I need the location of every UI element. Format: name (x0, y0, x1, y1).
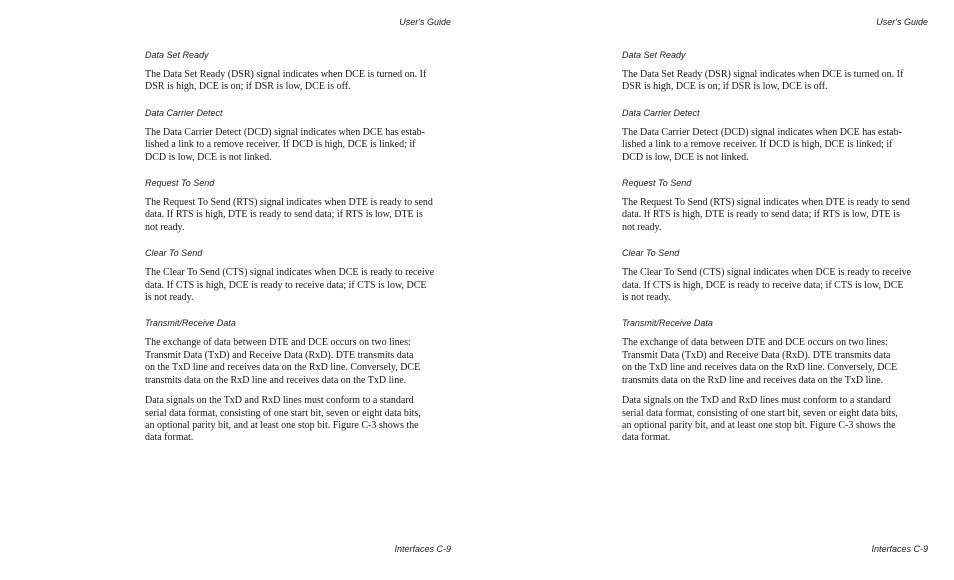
text-line: The Clear To Send (CTS) signal indicates when DCE is ready to receive (622, 267, 912, 279)
text-line: is not ready. (622, 292, 671, 304)
section-heading-dsr: Data Set Ready (145, 50, 209, 60)
section-heading-rts: Request To Send (145, 178, 215, 189)
text-line: The Data Set Ready (DSR) signal indicates when DCE is turned on. If (622, 69, 904, 80)
paragraph-txrx-1 (622, 337, 932, 387)
page-content (145, 50, 455, 459)
text-line: serial data format, consisting of one start bit, seven or eight data bits, (145, 407, 421, 419)
text-line: not ready. (622, 221, 662, 233)
text-line: The Data Carrier Detect (DCD) signal indicates when DCE has estab- (622, 126, 902, 138)
text-line: transmits data on the RxD line and receives data on the TxD line. (622, 374, 884, 386)
text-line: The Data Set Ready (DSR) signal indicates when DCE is turned on. If (145, 69, 427, 80)
paragraph-dsr (145, 69, 455, 94)
page-right (477, 0, 954, 580)
text-line: on the TxD line and receives data on the RxD line. Conversely, DCE (622, 362, 898, 374)
section-heading-rts: Request To Send (622, 178, 692, 189)
section-heading-cts: Clear To Send (622, 248, 680, 259)
text-line: data. If RTS is high, DTE is ready to send data; if RTS is low, DTE is (145, 209, 423, 221)
text-line: The Clear To Send (CTS) signal indicates when DCE is ready to receive (145, 267, 435, 279)
text-line: Data signals on the TxD and RxD lines must conform to a standard (622, 395, 891, 407)
running-header: User's Guide (876, 17, 928, 27)
paragraph-txrx-1 (145, 337, 455, 387)
paragraph-dsr (622, 69, 932, 94)
section-heading-txrx: Transmit/Receive Data (145, 318, 236, 329)
paragraph-rts (145, 197, 455, 234)
text-line: lished a link to a remove receiver. If DCD is high, DCE is linked; if (145, 139, 416, 151)
text-line: data format. (145, 432, 194, 444)
text-line: an optional parity bit, and at least one stop bit. Figure C-3 shows the (622, 419, 896, 431)
text-line: data format. (622, 432, 671, 444)
text-line: an optional parity bit, and at least one stop bit. Figure C-3 shows the (145, 419, 419, 431)
text-line: DCD is low, DCE is not linked. (145, 151, 272, 163)
paragraph-dcd (145, 127, 455, 164)
text-line: DSR is high, DCE is on; if DSR is low, DCE is off. (622, 81, 828, 93)
section-heading-dcd: Data Carrier Detect (622, 107, 700, 118)
running-footer: Interfaces C-9 (871, 544, 928, 554)
text-line: data. If CTS is high, DCE is ready to receive data; if CTS is low, DCE (145, 279, 427, 291)
text-line: is not ready. (145, 292, 194, 304)
section-heading-txrx: Transmit/Receive Data (622, 318, 713, 329)
text-line: Data signals on the TxD and RxD lines must conform to a standard (145, 395, 414, 407)
section-heading-dcd: Data Carrier Detect (145, 107, 223, 118)
paragraph-txrx-2 (145, 395, 455, 445)
text-line: DSR is high, DCE is on; if DSR is low, DCE is off. (145, 81, 351, 93)
paragraph-txrx-2 (622, 395, 932, 445)
text-line: lished a link to a remove receiver. If DCD is high, DCE is linked; if (622, 139, 893, 151)
text-line: The Request To Send (RTS) signal indicates when DTE is ready to send (622, 197, 910, 209)
text-line: data. If CTS is high, DCE is ready to receive data; if CTS is low, DCE (622, 279, 904, 291)
paragraph-rts (622, 197, 932, 234)
text-line: DCD is low, DCE is not linked. (622, 151, 749, 163)
text-line: on the TxD line and receives data on the RxD line. Conversely, DCE (145, 362, 421, 374)
text-line: serial data format, consisting of one start bit, seven or eight data bits, (622, 407, 898, 419)
text-line: The exchange of data between DTE and DCE occurs on two lines: (622, 337, 888, 349)
text-line: The exchange of data between DTE and DCE occurs on two lines: (145, 337, 411, 349)
text-line: transmits data on the RxD line and receives data on the TxD line. (145, 374, 407, 386)
running-footer: Interfaces C-9 (394, 544, 451, 554)
paragraph-cts (622, 267, 932, 304)
section-heading-cts: Clear To Send (145, 248, 203, 259)
text-line: Transmit Data (TxD) and Receive Data (RxD). DTE transmits data (145, 349, 414, 361)
text-line: not ready. (145, 221, 185, 233)
section-heading-dsr: Data Set Ready (622, 50, 686, 60)
text-line: data. If RTS is high, DTE is ready to send data; if RTS is low, DTE is (622, 209, 900, 221)
page-content (622, 50, 932, 459)
paragraph-cts (145, 267, 455, 304)
paragraph-dcd (622, 127, 932, 164)
text-line: The Data Carrier Detect (DCD) signal indicates when DCE has estab- (145, 126, 425, 138)
running-header: User's Guide (399, 17, 451, 27)
text-line: The Request To Send (RTS) signal indicates when DTE is ready to send (145, 197, 433, 209)
text-line: Transmit Data (TxD) and Receive Data (RxD). DTE transmits data (622, 349, 891, 361)
